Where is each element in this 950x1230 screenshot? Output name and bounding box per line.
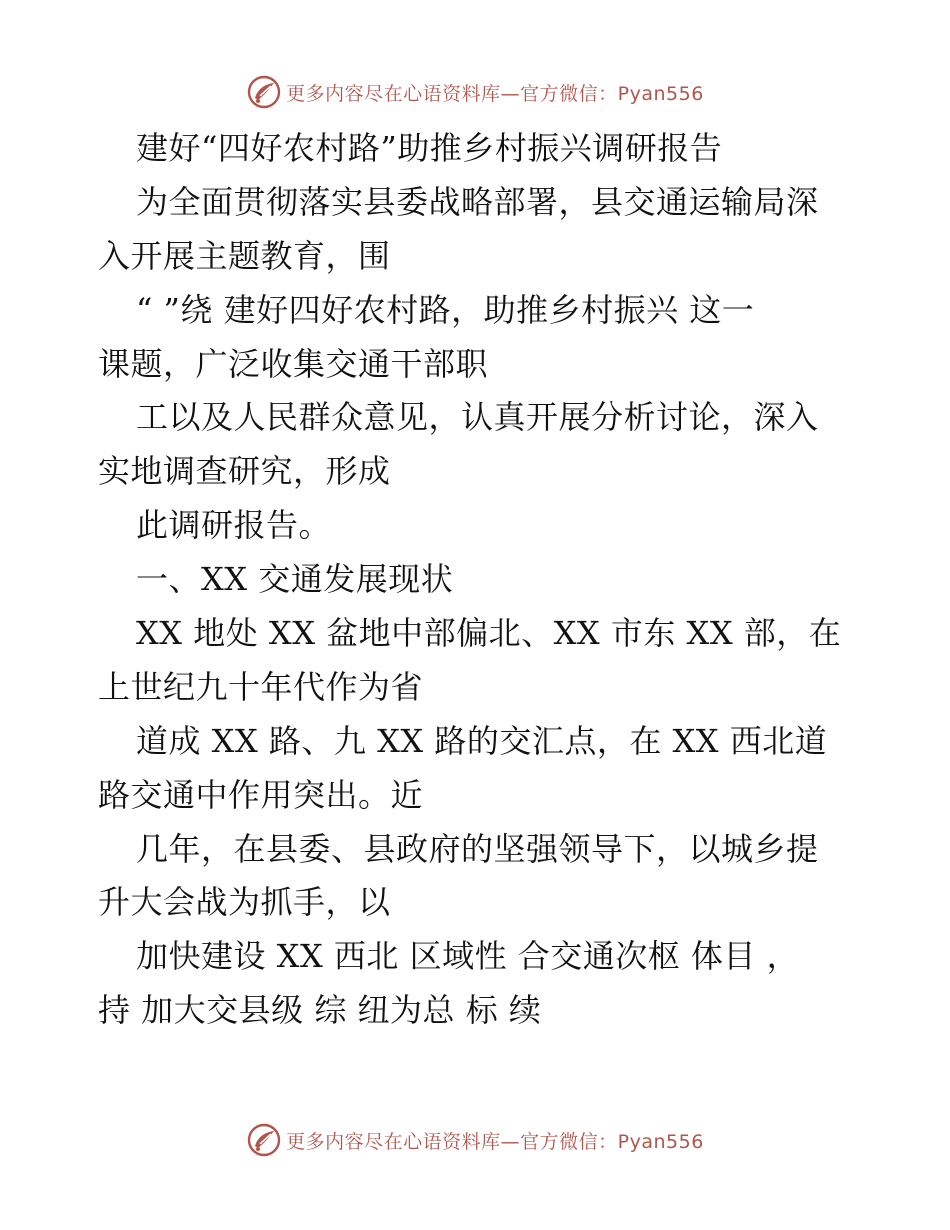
paragraph-line: 上世纪九十年代作为省 (98, 667, 424, 706)
paragraph-line: 实地调查研究，形成 (98, 452, 391, 491)
paragraph-line: 入开展主题教育，围 (98, 236, 391, 275)
footer-watermark-banner (0, 1118, 950, 1162)
paragraph-line: 道成 XX 路、九 XX 路的交汇点，在 XX 西北道 (136, 721, 828, 760)
paragraph-line: 路交通中作用突出。近 (98, 775, 424, 814)
paragraph-line: 升大会战为抓手，以 (98, 883, 391, 922)
wechat-id: Pyan556 (617, 82, 704, 105)
paragraph-line: 课题，广泛收集交通干部职 (98, 344, 489, 383)
document-body (98, 122, 858, 1038)
section-heading: 一、XX 交通发展现状 (136, 560, 454, 599)
banner-text: 更多内容尽在心语资料库—官方微信：Pyan556 (286, 82, 704, 105)
header-watermark-banner (0, 70, 950, 114)
paragraph-line: 持 加大交县级 综 纽为总 标 续 (98, 991, 542, 1030)
brand-logo-icon (246, 1122, 282, 1158)
paragraph-line: 几年，在县委、县政府的坚强领导下，以城乡提 (136, 829, 819, 868)
paragraph-line: 为全面贯彻落实县委战略部署，县交通运输局深 (136, 182, 819, 221)
paragraph-line: 加快建设 XX 西北 区域性 合交通次枢 体目 ， (136, 937, 800, 976)
paragraph-line: 工以及人民群众意见，认真开展分析讨论，深入 (136, 398, 819, 437)
document-title: 建好“四好农村路”助推乡村振兴调研报告 (136, 129, 723, 167)
banner-text: 更多内容尽在心语资料库—官方微信：Pyan556 (286, 1130, 704, 1153)
brand-logo-icon (246, 74, 282, 110)
paragraph-line: XX 地处 XX 盆地中部偏北、XX 市东 XX 部，在 (136, 614, 842, 653)
paragraph-line: “ ”绕 建好四好农村路，助推乡村振兴 这一 (136, 290, 755, 329)
wechat-id: Pyan556 (617, 1130, 704, 1153)
paragraph-line: 此调研报告。 (136, 506, 332, 545)
